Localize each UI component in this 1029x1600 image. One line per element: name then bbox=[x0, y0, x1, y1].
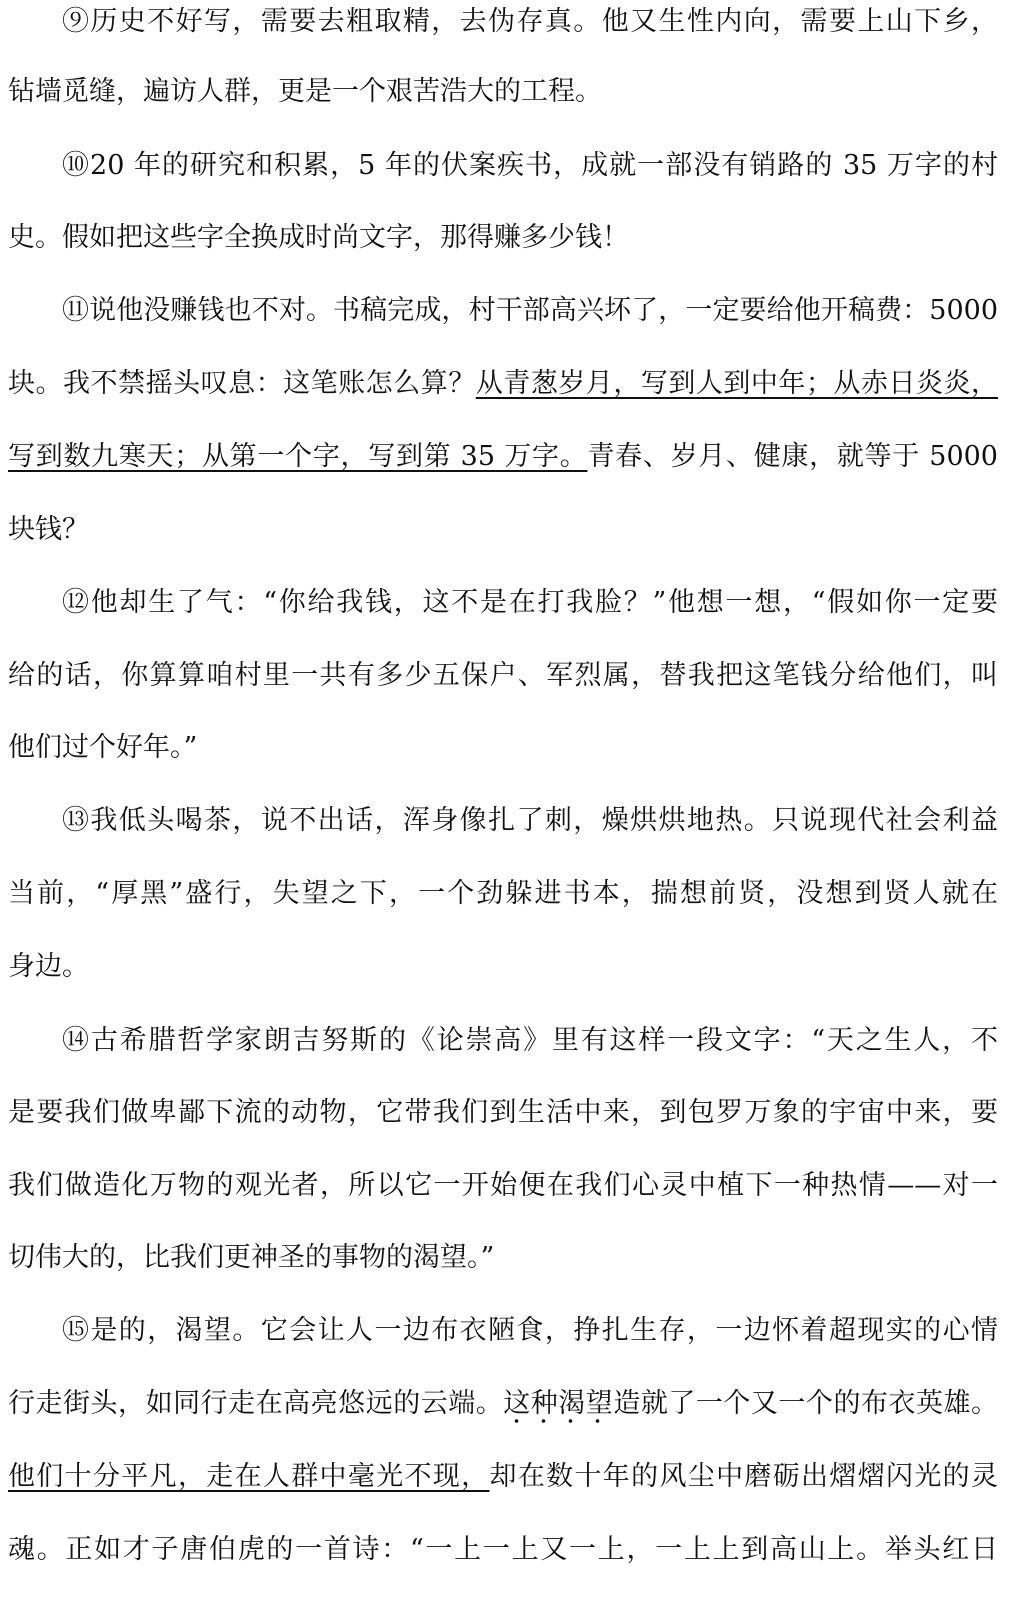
text-line bbox=[62, 291, 998, 331]
text-segment: 是要我们做卑鄙下流的动物，它带我们到生活中来，到包罗万象的宇宙中来，要 bbox=[8, 1097, 998, 1128]
text-segment: 钻墙觅缝，遍访人群，更是一个艰苦浩大的工程。 bbox=[8, 76, 602, 107]
text-segment: 块。我不禁摇头叹息：这笔账怎么算？ bbox=[8, 368, 476, 399]
text-line bbox=[8, 656, 998, 696]
text-segment: ⑫他却生了气：“你给我钱，这不是在打我脸？”他想一想，“假如你一定要 bbox=[62, 587, 998, 618]
text-segment: 却在数十年的风尘中磨砺出熠熠闪光的灵 bbox=[489, 1461, 998, 1492]
text-segment: 魂。正如才子唐伯虎的一首诗：“一上一上又一上，一上上到高山上。举头红日 bbox=[8, 1534, 998, 1565]
text-line bbox=[8, 1238, 998, 1278]
text-line bbox=[8, 1530, 998, 1570]
text-segment: 我们做造化万物的观光者，所以它一开始便在我们心灵中植下一种热情——对一 bbox=[8, 1170, 998, 1201]
text-line bbox=[8, 510, 998, 550]
text-line bbox=[8, 1093, 998, 1133]
text-line bbox=[8, 1166, 998, 1206]
text-segment: 史。假如把这些字全换成时尚文字，那得赚多少钱！ bbox=[8, 222, 629, 253]
text-segment: 青春、岁月、健康，就等于 5000 bbox=[587, 441, 998, 472]
text-segment: ⑭古希腊哲学家朗吉努斯的《论崇高》里有这样一段文字：“天之生人，不 bbox=[62, 1025, 998, 1056]
text-segment: ⑪说他没赚钱也不对。书稿完成，村干部高兴坏了，一定要给他开稿费：5000 bbox=[62, 295, 998, 326]
text-segment: 给的话，你算算咱村里一共有多少五保户、军烈属，替我把这笔钱分给他们，叫 bbox=[8, 660, 998, 691]
text-line bbox=[62, 583, 998, 623]
text-segment: 造就了一个又一个的布衣英雄。 bbox=[613, 1388, 998, 1419]
text-line bbox=[62, 1021, 998, 1061]
text-line bbox=[62, 1311, 998, 1351]
text-line bbox=[8, 437, 998, 477]
text-line bbox=[62, 2, 998, 42]
text-segment: ⑩20 年的研究和积累，5 年的伏案疾书，成就一部没有销路的 35 万字的村 bbox=[62, 150, 998, 181]
text-segment: ⑨历史不好写，需要去粗取精，去伪存真。他又生性内向，需要上山下乡， bbox=[62, 6, 998, 37]
text-line bbox=[8, 218, 998, 258]
text-line bbox=[8, 1384, 998, 1424]
text-line bbox=[62, 146, 998, 186]
text-segment: 切伟大的，比我们更神圣的事物的渴望。” bbox=[8, 1242, 495, 1273]
text-line bbox=[8, 364, 998, 404]
text-segment: 块钱？ bbox=[8, 514, 89, 545]
text-line bbox=[8, 728, 998, 768]
emphasis-dotted-text: 这种渴望 bbox=[503, 1388, 613, 1424]
text-segment: 行走街头，如同行走在高亮悠远的云端。 bbox=[8, 1388, 504, 1419]
text-line bbox=[8, 874, 998, 914]
text-segment: 身边。 bbox=[8, 951, 89, 982]
underlined-text: 他们十分平凡，走在人群中毫光不现， bbox=[8, 1461, 490, 1492]
underlined-text: 写到数九寒天；从第一个字，写到第 35 万字。 bbox=[8, 441, 588, 472]
text-line bbox=[8, 1457, 998, 1497]
text-segment: 当前，“厚黑”盛行，失望之下，一个劲躲进书本，揣想前贤，没想到贤人就在 bbox=[8, 878, 998, 909]
text-segment: 他们过个好年。” bbox=[8, 732, 198, 763]
text-line bbox=[8, 947, 998, 987]
text-segment: ⑮是的，渴望。它会让人一边布衣陋食，挣扎生存，一边怀着超现实的心情 bbox=[62, 1315, 998, 1346]
text-segment: ⑬我低头喝茶，说不出话，浑身像扎了刺，燥烘烘地热。只说现代社会利益 bbox=[62, 805, 998, 836]
text-line bbox=[8, 72, 998, 112]
underlined-text: 从青葱岁月，写到人到中年；从赤日炎炎， bbox=[475, 368, 998, 399]
text-line bbox=[62, 801, 998, 841]
